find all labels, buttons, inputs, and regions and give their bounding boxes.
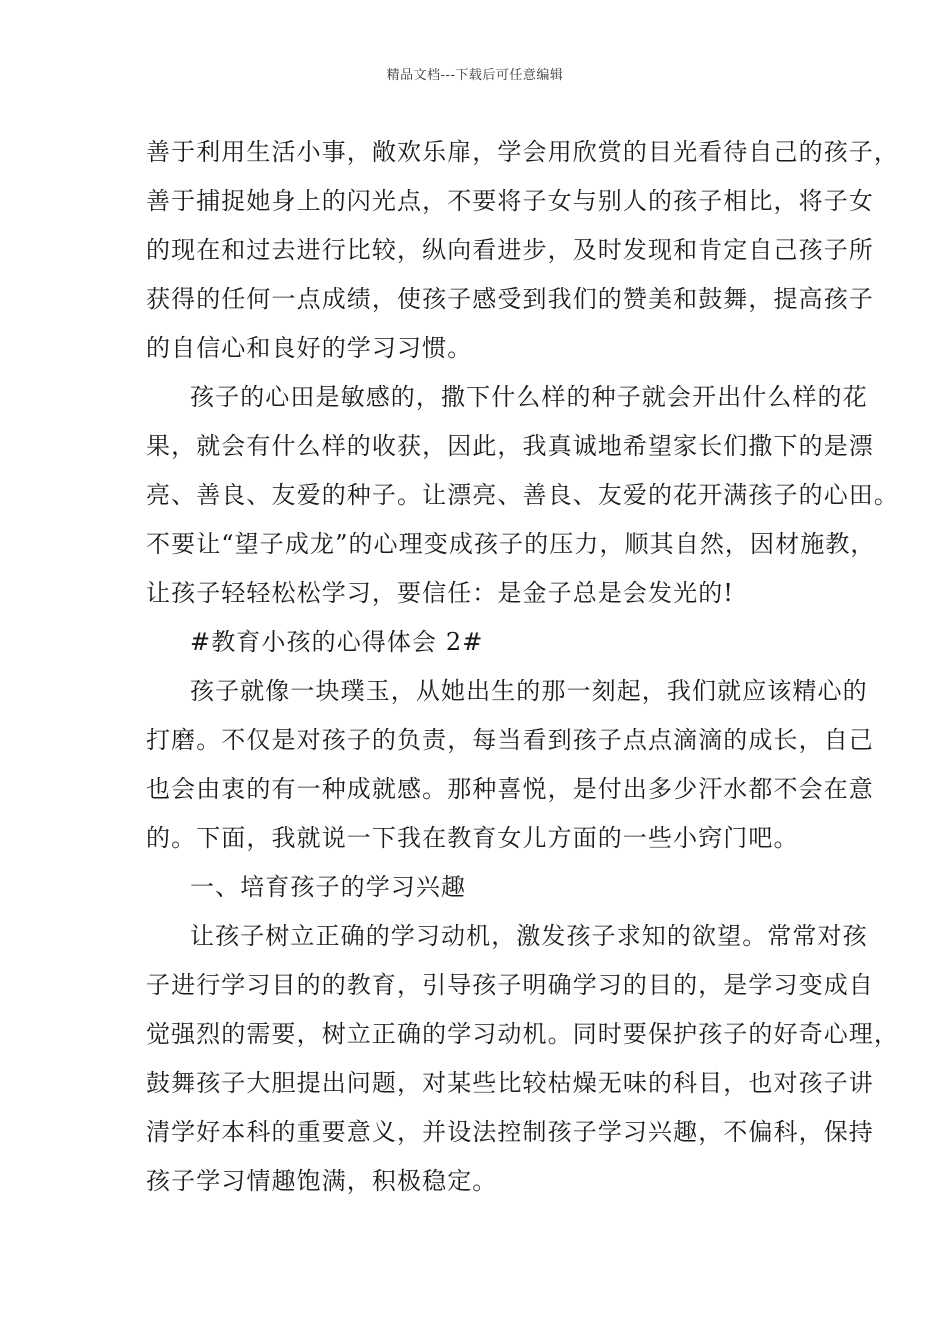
text-line: 打磨。不仅是对孩子的负责，每当看到孩子点点滴滴的成长，自己 [146, 726, 874, 754]
text-line: 清学好本科的重要意义，并设法控制孩子学习兴趣，不偏科，保持 [146, 1118, 874, 1146]
paragraph-1 [146, 128, 899, 373]
text-line: 鼓舞孩子大胆提出问题，对某些比较枯燥无味的科目，也对孩子讲 [146, 1069, 874, 1097]
heading-line: 一、培育孩子的学习兴趣 [190, 873, 467, 901]
text-line: 子进行学习目的的教育，引导孩子明确学习的目的，是学习变成自 [146, 971, 874, 999]
subheading-1 [146, 863, 816, 912]
text-line: 善于利用生活小事，敞欢乐扉，学会用欣赏的目光看待自己的孩子， [146, 138, 899, 166]
text-line: 果，就会有什么样的收获，因此，我真诚地希望家长们撒下的是漂 [146, 432, 874, 460]
text-line: 觉强烈的需要，树立正确的学习动机。同时要保护孩子的好奇心理， [146, 1020, 899, 1048]
paragraph-3 [146, 667, 874, 863]
text-line: 的现在和过去进行比较，纵向看进步，及时发现和肯定自己孩子所 [146, 236, 874, 264]
text-line: 善于捕捉她身上的闪光点，不要将子女与别人的孩子相比，将子女 [146, 187, 874, 215]
paragraph-4 [146, 912, 899, 1206]
text-line: 让孩子树立正确的学习动机，激发孩子求知的欲望。常常对孩 [190, 922, 868, 950]
text-line: 孩子就像一块璞玉，从她出生的那一刻起，我们就应该精心的 [190, 677, 868, 705]
text-line: 的。下面，我就说一下我在教育女儿方面的一些小窍门吧。 [146, 824, 799, 852]
page-header: 精品文档---下载后可任意编辑 [386, 68, 564, 83]
text-line: 孩子学习情趣饱满，积极稳定。 [146, 1167, 498, 1195]
text-line: 获得的任何一点成绩，使孩子感受到我们的赞美和鼓舞，提高孩子 [146, 285, 874, 313]
text-line: 让孩子轻轻松松学习，要信任：是金子总是会发光的! [146, 579, 735, 607]
section-heading-2 [146, 618, 816, 667]
document-body [146, 128, 899, 1206]
text-line: 不要让“望子成龙”的心理变成孩子的压力，顺其自然，因材施教， [146, 530, 876, 558]
heading-line: #教育小孩的心得体会 2# [190, 628, 484, 656]
text-line: 亮、善良、友爱的种子。让漂亮、善良、友爱的花开满孩子的心田。 [146, 481, 899, 509]
text-line: 也会由衷的有一种成就感。那种喜悦，是付出多少汗水都不会在意 [146, 775, 874, 803]
text-line: 的自信心和良好的学习习惯。 [146, 334, 473, 362]
text-line: 孩子的心田是敏感的，撒下什么样的种子就会开出什么样的花 [190, 383, 868, 411]
paragraph-2 [146, 373, 899, 618]
